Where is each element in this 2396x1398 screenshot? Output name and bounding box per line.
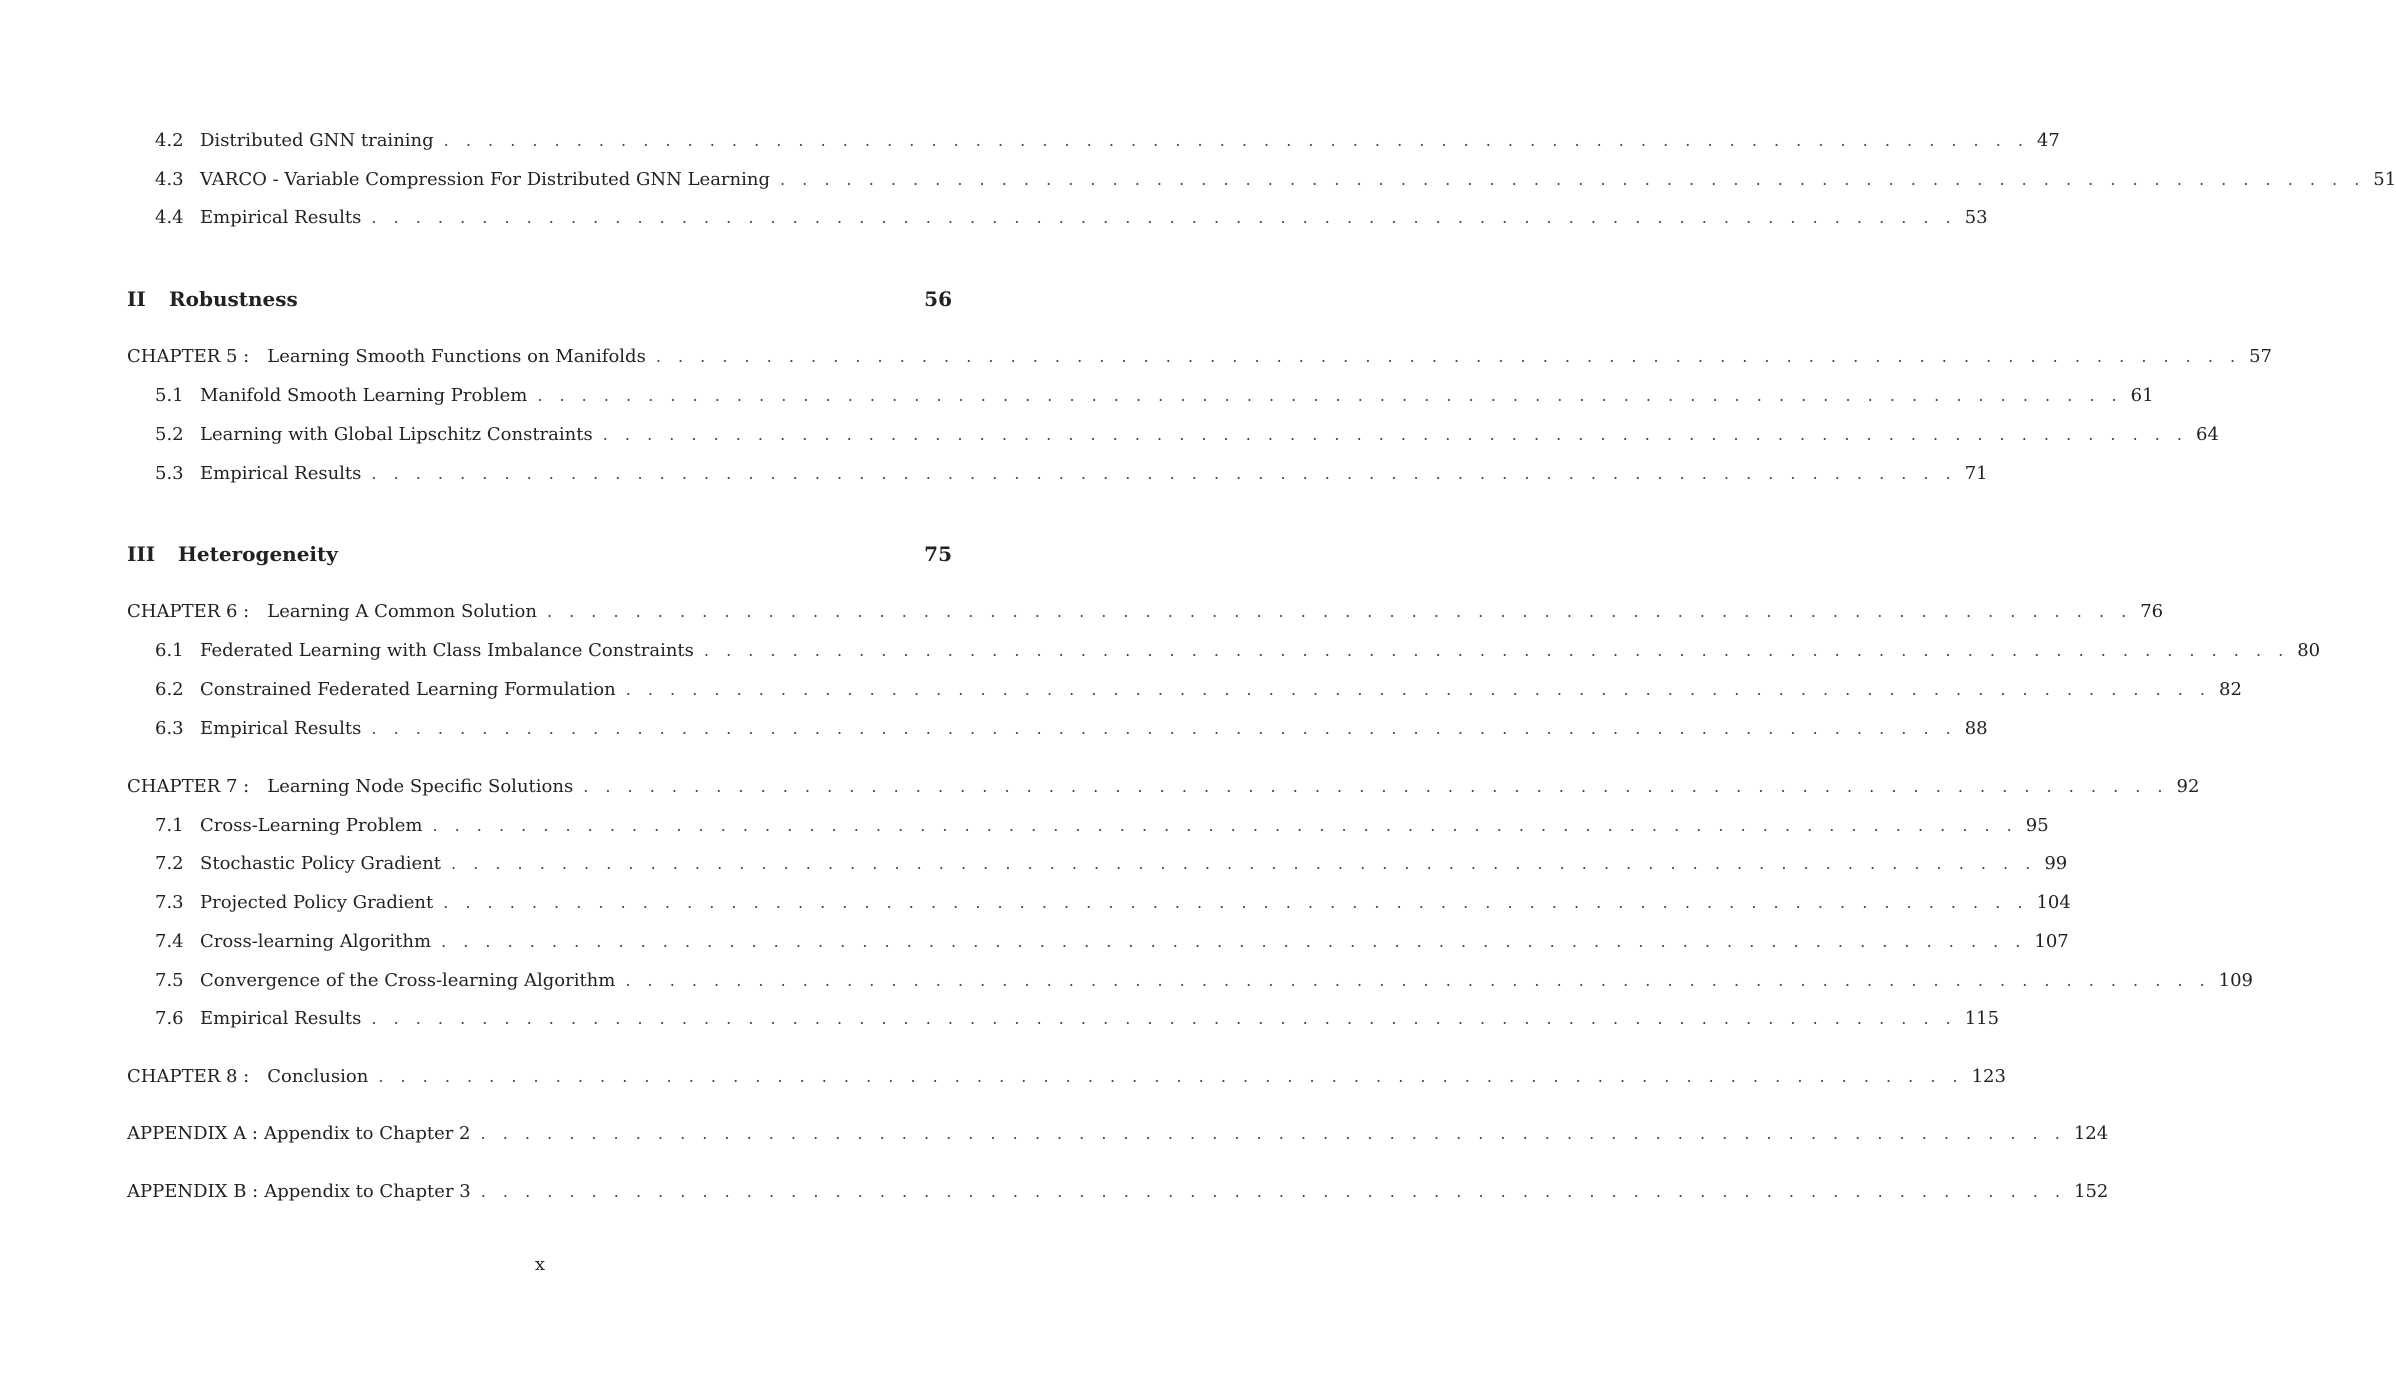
section-title: Convergence of the Cross-learning Algorithm bbox=[200, 970, 616, 991]
section-title: Empirical Results bbox=[200, 207, 362, 228]
toc-entry-4-4[interactable] bbox=[0, 203, 1988, 233]
toc-entry-7-6[interactable] bbox=[0, 1004, 2000, 1034]
section-title: Stochastic Policy Gradient bbox=[200, 853, 442, 874]
appendix-title: Appendix to Chapter 2 bbox=[263, 1123, 471, 1144]
leader-dots: . . . . . . . . . . . . . . . . . . . . . . . . . . . . . . . . . . . . . . . . . . . . . . . . . . . . . . . . . . . . . . . . . . . . . . . . bbox=[371, 208, 1957, 227]
chapter-title: Learning Node Specific Solutions bbox=[267, 776, 574, 797]
leader-dots: . . . . . . . . . . . . . . . . . . . . . . . . . . . . . . . . . . . . . . . . . . . . . . . . . . . . . . . . . . . . . . . . . . . . . . . . bbox=[371, 719, 1957, 738]
chapter-page: 76 bbox=[2140, 601, 2164, 622]
toc-appendix-a[interactable] bbox=[0, 1119, 2109, 1149]
section-page: 61 bbox=[2130, 385, 2154, 406]
leader-dots: . . . . . . . . . . . . . . . . . . . . . . . . . . . . . . . . . . . . . . . . . . . . . . . . . . . . . . . . . . . . . . . . . . . . . . . . bbox=[537, 386, 2123, 405]
section-page: 104 bbox=[2036, 892, 2071, 913]
toc-part-robustness[interactable] bbox=[0, 282, 1080, 316]
part-title: Heterogeneity bbox=[178, 542, 338, 566]
appendix-page: 124 bbox=[2073, 1123, 2109, 1144]
chapter-page: 123 bbox=[1971, 1066, 2006, 1087]
leader-dots: . . . . . . . . . . . . . . . . . . . . . . . . . . . . . . . . . . . . . . . . . . . . . . . . . . . . . . . . . . . . . . . . . . . . . . . . bbox=[625, 680, 2211, 699]
section-page: 80 bbox=[2297, 640, 2321, 661]
toc-entry-7-1[interactable] bbox=[0, 811, 2049, 841]
section-title: VARCO - Variable Compression For Distributed GNN Learning bbox=[200, 169, 770, 190]
toc-entry-4-3[interactable] bbox=[0, 165, 2396, 195]
section-title: Manifold Smooth Learning Problem bbox=[200, 385, 528, 406]
chapter-page: 57 bbox=[2249, 346, 2273, 367]
section-number: 5.3 bbox=[155, 463, 184, 484]
section-number: 6.2 bbox=[155, 679, 184, 700]
part-number: III bbox=[127, 542, 156, 566]
section-number: 7.5 bbox=[155, 970, 184, 991]
section-title: Empirical Results bbox=[200, 1008, 362, 1029]
toc-entry-5-3[interactable] bbox=[0, 459, 1988, 489]
toc-entry-7-3[interactable] bbox=[0, 888, 2071, 918]
toc-entry-7-4[interactable] bbox=[0, 927, 2069, 957]
leader-dots: . . . . . . . . . . . . . . . . . . . . . . . . . . . . . . . . . . . . . . . . . . . . . . . . . . . . . . . . . . . . . . . . . . . . . . . . bbox=[371, 464, 1957, 483]
leader-dots: . . . . . . . . . . . . . . . . . . . . . . . . . . . . . . . . . . . . . . . . . . . . . . . . . . . . . . . . . . . . . . . . . . . . . . . . bbox=[443, 131, 2029, 150]
chapter-title: Learning A Common Solution bbox=[267, 601, 537, 622]
section-number: 7.2 bbox=[155, 853, 184, 874]
leader-dots: . . . . . . . . . . . . . . . . . . . . . . . . . . . . . . . . . . . . . . . . . . . . . . . . . . . . . . . . . . . . . . . . . . . . . . . . bbox=[480, 1182, 2067, 1201]
toc-chapter-5[interactable] bbox=[0, 342, 2273, 372]
leader-dots: . . . . . . . . . . . . . . . . . . . . . . . . . . . . . . . . . . . . . . . . . . . . . . . . . . . . . . . . . . . . . . . . . . . . . . . . bbox=[780, 170, 2366, 189]
section-number: 7.1 bbox=[155, 815, 184, 836]
chapter-title: Learning Smooth Functions on Manifolds bbox=[267, 346, 646, 367]
leader-dots: . . . . . . . . . . . . . . . . . . . . . . . . . . . . . . . . . . . . . . . . . . . . . . . . . . . . . . . . . . . . . . . . . . . . . . . . bbox=[441, 932, 2027, 951]
toc-appendix-b[interactable] bbox=[0, 1177, 2109, 1207]
section-title: Empirical Results bbox=[200, 718, 362, 739]
leader-dots: . . . . . . . . . . . . . . . . . . . . . . . . . . . . . . . . . . . . . . . . . . . . . . . . . . . . . . . . . . . . . . . . . . . . . . . . bbox=[602, 425, 2189, 444]
leader-dots: . . . . . . . . . . . . . . . . . . . . . . . . . . . . . . . . . . . . . . . . . . . . . . . . . . . . . . . . . . . . . . . . . . . . . . . . bbox=[378, 1067, 1964, 1086]
section-title: Federated Learning with Class Imbalance Constraints bbox=[200, 640, 694, 661]
part-page: 75 bbox=[924, 542, 952, 566]
section-page: 109 bbox=[2218, 970, 2254, 991]
section-page: 99 bbox=[2044, 853, 2068, 874]
section-page: 95 bbox=[2025, 815, 2049, 836]
chapter-prefix: CHAPTER 5 : bbox=[127, 346, 250, 367]
toc-entry-5-1[interactable] bbox=[0, 381, 2154, 411]
section-number: 5.2 bbox=[155, 424, 184, 445]
section-page: 51 bbox=[2373, 169, 2396, 190]
leader-dots: . . . . . . . . . . . . . . . . . . . . . . . . . . . . . . . . . . . . . . . . . . . . . . . . . . . . . . . . . . . . . . . . . . . . . . . . bbox=[703, 641, 2290, 660]
section-number: 7.3 bbox=[155, 892, 184, 913]
section-title: Learning with Global Lipschitz Constraints bbox=[200, 424, 593, 445]
section-number: 5.1 bbox=[155, 385, 184, 406]
toc-chapter-7[interactable] bbox=[0, 772, 2200, 802]
section-page: 47 bbox=[2036, 130, 2060, 151]
leader-dots: . . . . . . . . . . . . . . . . . . . . . . . . . . . . . . . . . . . . . . . . . . . . . . . . . . . . . . . . . . . . . . . . . . . . . . . . bbox=[625, 971, 2211, 990]
toc-entry-6-1[interactable] bbox=[0, 636, 2321, 666]
toc-entry-7-5[interactable] bbox=[0, 966, 2254, 996]
section-title: Distributed GNN training bbox=[200, 130, 434, 151]
toc-entry-5-2[interactable] bbox=[0, 420, 2219, 450]
chapter-page: 92 bbox=[2176, 776, 2200, 797]
section-page: 64 bbox=[2196, 424, 2219, 445]
part-number: II bbox=[127, 287, 146, 311]
chapter-prefix: CHAPTER 7 : bbox=[127, 776, 250, 797]
toc-entry-7-2[interactable] bbox=[0, 849, 2068, 879]
page-number-footer: x bbox=[534, 1254, 546, 1275]
leader-dots: . . . . . . . . . . . . . . . . . . . . . . . . . . . . . . . . . . . . . . . . . . . . . . . . . . . . . . . . . . . . . . . . . . . . . . . . bbox=[371, 1009, 1957, 1028]
section-number: 7.6 bbox=[155, 1008, 184, 1029]
section-number: 6.1 bbox=[155, 640, 184, 661]
section-page: 82 bbox=[2219, 679, 2242, 700]
section-page: 88 bbox=[1964, 718, 1988, 739]
chapter-title: Conclusion bbox=[267, 1066, 369, 1087]
toc-entry-6-3[interactable] bbox=[0, 714, 1988, 744]
section-page: 53 bbox=[1964, 207, 1988, 228]
toc-chapter-6[interactable] bbox=[0, 597, 2164, 627]
toc-chapter-8[interactable] bbox=[0, 1062, 2006, 1092]
leader-dots: . . . . . . . . . . . . . . . . . . . . . . . . . . . . . . . . . . . . . . . . . . . . . . . . . . . . . . . . . . . . . . . . . . . . . . . . bbox=[480, 1124, 2066, 1143]
leader-dots: . . . . . . . . . . . . . . . . . . . . . . . . . . . . . . . . . . . . . . . . . . . . . . . . . . . . . . . . . . . . . . . . . . . . . . . . bbox=[443, 893, 2029, 912]
toc-entry-4-2[interactable] bbox=[0, 126, 2060, 156]
section-number: 6.3 bbox=[155, 718, 184, 739]
toc-entry-6-2[interactable] bbox=[0, 675, 2242, 705]
section-page: 71 bbox=[1964, 463, 1988, 484]
part-page: 56 bbox=[924, 287, 952, 311]
part-title: Robustness bbox=[169, 287, 298, 311]
section-page: 107 bbox=[2034, 931, 2069, 952]
appendix-title: Appendix to Chapter 3 bbox=[264, 1181, 471, 1202]
appendix-page: 152 bbox=[2074, 1181, 2109, 1202]
leader-dots: . . . . . . . . . . . . . . . . . . . . . . . . . . . . . . . . . . . . . . . . . . . . . . . . . . . . . . . . . . . . . . . . . . . . . . . . bbox=[583, 777, 2169, 796]
chapter-prefix: CHAPTER 6 : bbox=[127, 601, 250, 622]
section-number: 4.4 bbox=[155, 207, 184, 228]
section-number: 4.3 bbox=[155, 169, 184, 190]
leader-dots: . . . . . . . . . . . . . . . . . . . . . . . . . . . . . . . . . . . . . . . . . . . . . . . . . . . . . . . . . . . . . . . . . . . . . . . . bbox=[655, 347, 2242, 366]
leader-dots: . . . . . . . . . . . . . . . . . . . . . . . . . . . . . . . . . . . . . . . . . . . . . . . . . . . . . . . . . . . . . . . . . . . . . . . . bbox=[546, 602, 2133, 621]
toc-part-heterogeneity[interactable] bbox=[0, 537, 1080, 571]
section-number: 7.4 bbox=[155, 931, 184, 952]
leader-dots: . . . . . . . . . . . . . . . . . . . . . . . . . . . . . . . . . . . . . . . . . . . . . . . . . . . . . . . . . . . . . . . . . . . . . . . . bbox=[451, 854, 2037, 873]
section-title: Cross-Learning Problem bbox=[200, 815, 423, 836]
leader-dots: . . . . . . . . . . . . . . . . . . . . . . . . . . . . . . . . . . . . . . . . . . . . . . . . . . . . . . . . . . . . . . . . . . . . . . . . bbox=[432, 816, 2018, 835]
chapter-prefix: CHAPTER 8 : bbox=[127, 1066, 250, 1087]
section-title: Projected Policy Gradient bbox=[200, 892, 434, 913]
section-number: 4.2 bbox=[155, 130, 184, 151]
section-title: Cross-learning Algorithm bbox=[200, 931, 432, 952]
section-title: Constrained Federated Learning Formulation bbox=[200, 679, 616, 700]
appendix-prefix: APPENDIX A : bbox=[127, 1123, 258, 1144]
section-title: Empirical Results bbox=[200, 463, 362, 484]
appendix-prefix: APPENDIX B : bbox=[127, 1181, 259, 1202]
section-page: 115 bbox=[1964, 1008, 2000, 1029]
